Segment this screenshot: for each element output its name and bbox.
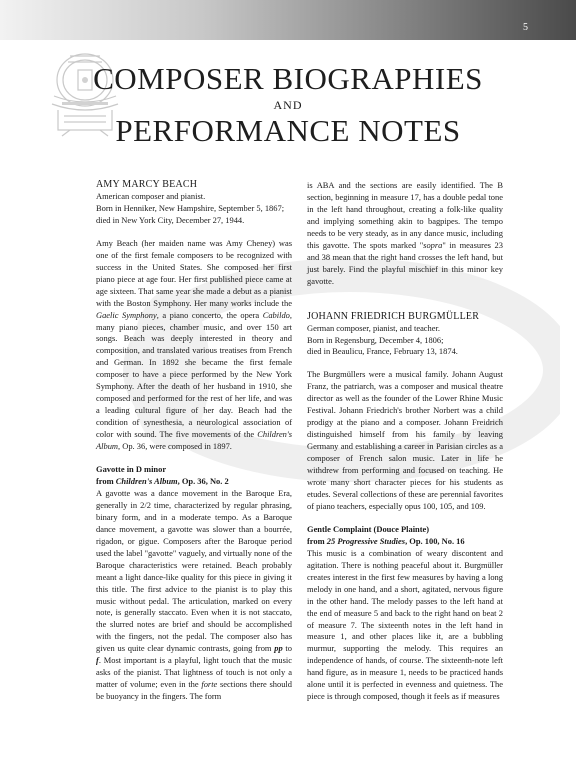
composer-dates-beach: Born in Henniker, New Hampshire, September 5, 1867; died in New York City, December 27, 1944. (96, 202, 285, 225)
performance-notes-beach: A gavotte was a dance movement in the Baroque Era, generally in 2/2 time, characterized by regular phrasing, binary form, and in a moderate tempo. As a Baroque dance movement, a gavotte was slower than a bourrée, rigadon, or gigue. Composers after the Baroque period used the label "gavotte" vaguely, and virtually none of the Baroque characteristics were retained. Beach probably meant a light dance-like quality for this piece in giving it this title. The first advice to the pianist is to play this music without pedal. The articulation, marked on every note, is generally staccato. Even when it is not staccato, the slurred notes are brief and should be accomplished with the fingers, not the pedal. The composer also has given us quite clear dynamic contrasts, going from pp to f. Most important is a playful, light touch that the music asks of the pianist. That lightness of touch is not only a matter of volume; even in the forte sections there should be buoyancy in the fingers. The form (96, 487, 292, 702)
page-title-line2: PERFORMANCE NOTES (115, 113, 461, 148)
piece-source-beach: from Children's Album, Op. 36, No. 2 (96, 475, 229, 486)
composer-name-beach: AMY MARCY BEACH (96, 179, 198, 190)
piece-source-burgmuller: from 25 Progressive Studies, Op. 100, No. 16 (307, 535, 465, 546)
header-band (0, 0, 576, 40)
composer-role-beach: American composer and pianist. (96, 191, 206, 201)
page-number: 5 (523, 22, 528, 33)
composer-bio-burgmuller: The Burgmüllers were a musical family. Johann August Franz, the patriarch, was a composer and musical theatre director as well as the founder of the Lower Rhine Music Festival. Johann Friedrich's brother Norbert was a child prodigy at the piano and a composer. Johann Freidrich distinguished himself from his family by leaving Germany and establishing a career in Parisian circles as a composer of French salon music. Later in life he withdrew from performing and focused on teaching. He wrote many short character pieces for his students as etudes. Several collections of these are perennial favorites of piano teachers, especially opus 100, 105, and 109. (307, 369, 503, 511)
composer-role-burgmuller: German composer, pianist, and teacher. (307, 322, 440, 333)
right-column (307, 180, 503, 703)
page-title-and: AND (273, 98, 303, 112)
page-title-line1: COMPOSER BIOGRAPHIES (93, 61, 483, 96)
composer-died-burgmuller: died in Beaulicu, France, February 13, 1874. (307, 346, 458, 357)
piece-title-burgmuller: Gentle Complaint (Douce Plainte) (307, 523, 430, 534)
composer-bio-beach: Amy Beach (her maiden name was Amy Cheney) was one of the first female composers to be recognized with success in the United States. She composed her first piano piece at age four. Her first published piece came at age sixteen. That same year she made a debut as a pianist with the Boston Symphony. Her many works include the Gaelic Symphony, a piano concerto, the opera Cabildo, many piano pieces, chamber music, and over 150 art songs. Beach was deeply interested in theory and composition, and translated various treatises from French and German. In 1892 she became the first female composer to have a piece performed by the New York Symphony. After the death of her husband in 1910, she composed and performed for the rest of her life, and was a leading cultural figure of her day. Beach had the condition of synesthesia, a neurological association of color with sound. The five movements of the Children's Album, Op. 36, were composed in 1897. (96, 237, 292, 452)
left-column (96, 178, 292, 703)
composer-born-burgmuller: Born in Regensburg, December 4, 1806; (307, 334, 444, 345)
performance-notes-beach-continued: is ABA and the sections are easily identified. The B section, beginning in measure 17, has a double pedal tone in the left hand throughout, creating a folk-like quality and implying something akin to bagpipes. The tempo needs to be very steady, as in any dance music, including this gavotte. The spots marked "sopra" in measures 23 and 38 mean that the right hand crosses the left hand, but just barely. Find the playful mischief in this minor key gavotte. (307, 180, 503, 286)
title-block (0, 62, 576, 148)
composer-name-burgmuller: JOHANN FRIEDRICH BURGMÜLLER (307, 310, 480, 322)
piece-title-beach: Gavotte in D minor (96, 464, 167, 475)
performance-notes-burgmuller: This music is a combination of weary discontent and agitation. There is nothing peaceful about it. Burgmüller creates interest in the first few measures by having a long melody in one hand, and a short, agitated, nervous figure in the other hand. The melody passes to the left hand at the end of measure 5 and back to the right hand on beat 2 of measure 7. The sixteenth notes in the left hand in measure 1, and other places like it, are a bubbling murmur, supporting the melody. This requires an independence of hands, of course. The sixteenth-note left hand figure, as in measure 1, needs to be practiced hands alone until it is perfected in evenness and quietness. The piece is through composed, though it feels as if measures (307, 547, 503, 702)
